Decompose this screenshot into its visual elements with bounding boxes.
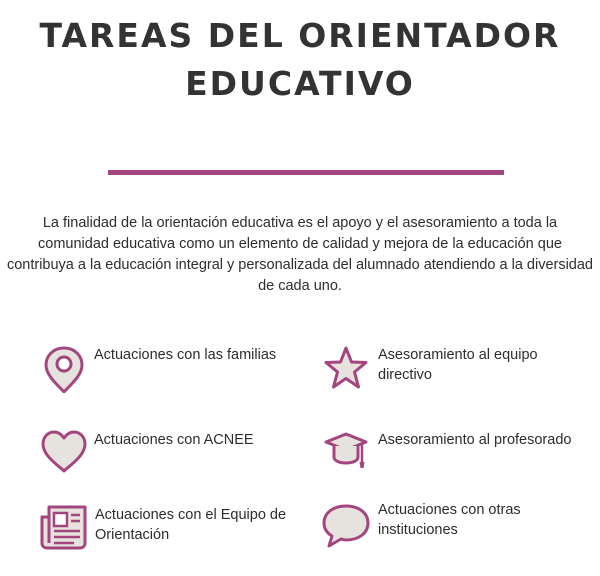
task-label: Actuaciones con otras instituciones <box>378 502 521 538</box>
heart-icon <box>40 428 88 476</box>
task-item-familias <box>42 345 312 405</box>
star-icon <box>322 345 370 393</box>
task-item-acnee <box>40 428 310 480</box>
speech-bubble-icon <box>321 502 369 550</box>
task-label: Asesoramiento al equipo directivo <box>378 347 538 383</box>
title-divider <box>108 170 504 175</box>
task-item-profesorado <box>322 428 597 480</box>
task-item-equipo-directivo <box>322 345 592 405</box>
task-item-equipo-orientacion <box>40 503 315 563</box>
task-label: Asesoramiento al profesorado <box>378 432 572 448</box>
task-item-otras-instituciones <box>321 500 591 560</box>
intro-paragraph: La finalidad de la orientación educativa es el apoyo y el asesoramiento a toda la comunidad educativa como un elemento de calidad y mejora de la educación que contribuya a la educación integral y personalizada del alumnado atendiendo a la diversidad de cada uno. <box>6 215 594 294</box>
task-label: Actuaciones con el Equipo de Orientación <box>95 507 287 543</box>
title-line-1: TAREAS DEL ORIENTADOR <box>39 16 561 55</box>
map-pin-icon <box>42 345 90 393</box>
task-label: Actuaciones con las familias <box>94 347 277 363</box>
graduation-cap-icon <box>322 428 370 476</box>
task-label: Actuaciones con ACNEE <box>94 432 254 448</box>
title-line-2: EDUCATIVO <box>185 64 415 103</box>
newspaper-icon <box>40 503 88 551</box>
page-title <box>0 12 600 108</box>
